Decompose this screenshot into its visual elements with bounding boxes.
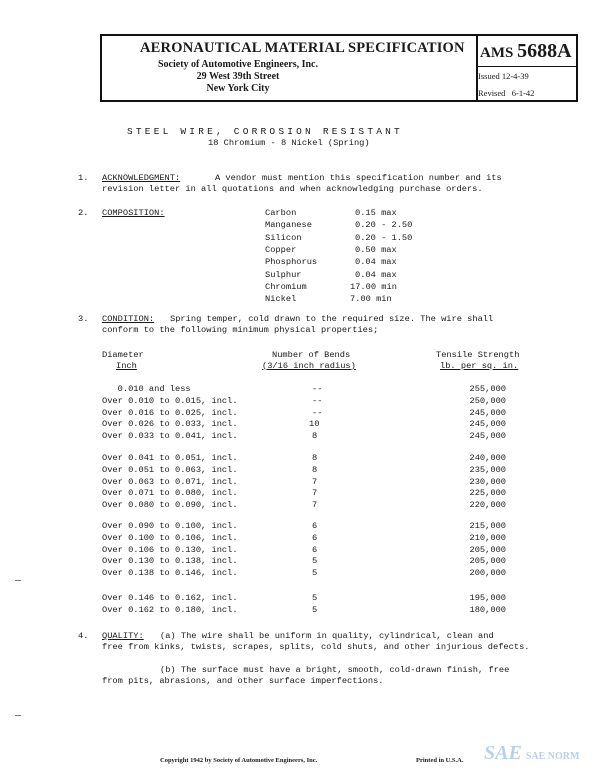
row-tensile: 245,000 bbox=[469, 407, 506, 418]
composition-element: Phosphorus bbox=[265, 257, 318, 268]
col-header-radius: (3/16 inch radius) bbox=[262, 361, 356, 371]
society-city: New York City bbox=[206, 83, 270, 94]
composition-element: Manganese bbox=[265, 220, 312, 231]
section-4-heading: QUALITY: bbox=[102, 631, 144, 641]
section-4-text-b2: from pits, abrasions, and other surface imperfections. bbox=[102, 676, 384, 686]
row-tensile: 250,000 bbox=[469, 395, 506, 406]
section-1-number: 1. bbox=[78, 173, 89, 183]
row-tensile: 255,000 bbox=[469, 384, 506, 394]
section-2-heading: COMPOSITION: bbox=[102, 208, 165, 218]
row-diameter: Over 0.162 to 0.180, incl. bbox=[102, 604, 238, 615]
col-header-psi: lb. per sq. in. bbox=[440, 361, 519, 371]
footer-copyright: Copyright 1942 by Society of Automotive Engineers, Inc. bbox=[160, 757, 318, 764]
col-header-inch: Inch bbox=[116, 361, 137, 371]
section-4-text-a1: (a) The wire shall be uniform in quality, cylindrical, clean and bbox=[160, 631, 494, 641]
composition-element: Nickel bbox=[265, 294, 297, 305]
row-bends: 8 bbox=[312, 464, 318, 475]
section-2-number: 2. bbox=[78, 208, 89, 218]
row-diameter: Over 0.063 to 0.071, incl. bbox=[102, 476, 238, 487]
section-1-text-line1: A vendor must mention this specification number and its bbox=[215, 173, 502, 183]
composition-element: Chromium bbox=[265, 281, 307, 292]
row-diameter: Over 0.080 to 0.090, incl. bbox=[102, 500, 238, 511]
composition-element: Silicon bbox=[265, 232, 302, 243]
margin-mark bbox=[15, 715, 21, 716]
row-bends: -- bbox=[312, 384, 323, 394]
composition-element: Copper bbox=[265, 244, 297, 255]
society-street: 29 West 39th Street bbox=[196, 71, 280, 82]
composition-value: 0.04 max bbox=[355, 257, 397, 268]
spec-title: AERONAUTICAL MATERIAL SPECIFICATION bbox=[140, 40, 465, 56]
row-tensile: 235,000 bbox=[469, 464, 506, 475]
row-diameter: 0.010 and less bbox=[102, 384, 191, 394]
section-4-text-b1: (b) The surface must have a bright, smooth, cold-drawn finish, free bbox=[160, 665, 510, 675]
row-diameter: Over 0.033 to 0.041, incl. bbox=[102, 431, 238, 442]
sae-norm-label: SAE NORM bbox=[525, 751, 580, 762]
row-tensile: 205,000 bbox=[469, 556, 506, 567]
row-diameter: Over 0.090 to 0.100, incl. bbox=[102, 521, 238, 531]
section-3-number: 3. bbox=[78, 314, 89, 324]
revised-date: Revised 6-1-42 bbox=[478, 88, 535, 98]
section-3-text-line2: conform to the following minimum physical properties; bbox=[102, 325, 379, 335]
row-bends: 7 bbox=[312, 476, 318, 487]
row-bends: 5 bbox=[312, 556, 318, 567]
row-bends: -- bbox=[312, 407, 323, 418]
society-name: Society of Automotive Engineers, Inc. bbox=[158, 59, 318, 70]
col-header-bends: Number of Bends bbox=[272, 350, 351, 360]
row-bends: 6 bbox=[312, 544, 318, 555]
row-tensile: 180,000 bbox=[469, 604, 506, 615]
row-tensile: 220,000 bbox=[469, 500, 506, 511]
row-bends: 8 bbox=[312, 453, 318, 463]
row-bends: 8 bbox=[312, 431, 318, 442]
sae-logo-icon: SAE bbox=[484, 742, 522, 764]
document-subtitle: 18 Chromium - 8 Nickel (Spring) bbox=[208, 138, 370, 148]
footer-printed: Printed in U.S.A. bbox=[416, 757, 464, 764]
row-tensile: 245,000 bbox=[469, 419, 506, 430]
issued-date: Issued 12-4-39 bbox=[478, 71, 529, 81]
col-header-diameter: Diameter bbox=[102, 350, 144, 360]
row-diameter: Over 0.010 to 0.015, incl. bbox=[102, 395, 238, 406]
row-tensile: 210,000 bbox=[469, 532, 506, 543]
row-bends: 10 bbox=[309, 419, 320, 430]
row-diameter: Over 0.146 to 0.162, incl. bbox=[102, 593, 238, 603]
document-title: STEEL WIRE, CORROSION RESISTANT bbox=[127, 126, 403, 137]
row-diameter: Over 0.041 to 0.051, incl. bbox=[102, 453, 238, 463]
section-4-number: 4. bbox=[78, 631, 89, 641]
composition-value: 0.20 - 1.50 bbox=[355, 232, 413, 243]
row-tensile: 225,000 bbox=[469, 488, 506, 499]
section-3-text-line1: Spring temper, cold drawn to the required size. The wire shall bbox=[170, 314, 494, 324]
composition-value: 0.15 max bbox=[355, 208, 397, 218]
composition-value: 17.00 min bbox=[350, 281, 397, 292]
composition-element: Carbon bbox=[265, 208, 297, 218]
row-tensile: 230,000 bbox=[469, 476, 506, 487]
row-diameter: Over 0.051 to 0.063, incl. bbox=[102, 464, 238, 475]
composition-element: Sulphur bbox=[265, 269, 302, 280]
row-bends: 5 bbox=[312, 604, 318, 615]
row-diameter: Over 0.100 to 0.106, incl. bbox=[102, 532, 238, 543]
composition-value: 0.04 max bbox=[355, 269, 397, 280]
row-tensile: 205,000 bbox=[469, 544, 506, 555]
row-diameter: Over 0.016 to 0.025, incl. bbox=[102, 407, 238, 418]
composition-value: 0.50 max bbox=[355, 244, 397, 255]
section-1-heading: ACKNOWLEDGMENT: bbox=[102, 173, 181, 183]
section-1-text-line2: revision letter in all quotations and when acknowledging purchase orders. bbox=[102, 184, 483, 194]
sae-watermark bbox=[484, 742, 579, 765]
row-diameter: Over 0.071 to 0.080, incl. bbox=[102, 488, 238, 499]
composition-value: 7.00 min bbox=[350, 294, 392, 305]
row-bends: -- bbox=[312, 395, 323, 406]
row-diameter: Over 0.106 to 0.130, incl. bbox=[102, 544, 238, 555]
section-3-heading: CONDITION: bbox=[102, 314, 155, 324]
row-diameter: Over 0.138 to 0.146, incl. bbox=[102, 568, 238, 579]
row-diameter: Over 0.130 to 0.138, incl. bbox=[102, 556, 238, 567]
row-bends: 5 bbox=[312, 568, 318, 579]
margin-mark bbox=[15, 580, 21, 581]
row-tensile: 200,000 bbox=[469, 568, 506, 579]
row-tensile: 245,000 bbox=[469, 431, 506, 442]
row-bends: 6 bbox=[312, 532, 318, 543]
row-bends: 6 bbox=[312, 521, 318, 531]
row-diameter: Over 0.026 to 0.033, incl. bbox=[102, 419, 238, 430]
row-bends: 7 bbox=[312, 488, 318, 499]
section-4-text-a2: free from kinks, twists, scrapes, splits, cold shuts, and other injurious defects. bbox=[102, 642, 530, 652]
spec-number: AMS 5688A bbox=[480, 40, 572, 62]
header-right-rule bbox=[478, 66, 576, 67]
col-header-tensile: Tensile Strength bbox=[436, 350, 520, 360]
row-tensile: 240,000 bbox=[469, 453, 506, 463]
row-tensile: 215,000 bbox=[469, 521, 506, 531]
row-tensile: 195,000 bbox=[469, 593, 506, 603]
composition-value: 0.20 - 2.50 bbox=[355, 220, 413, 231]
row-bends: 7 bbox=[312, 500, 318, 511]
row-bends: 5 bbox=[312, 593, 318, 603]
